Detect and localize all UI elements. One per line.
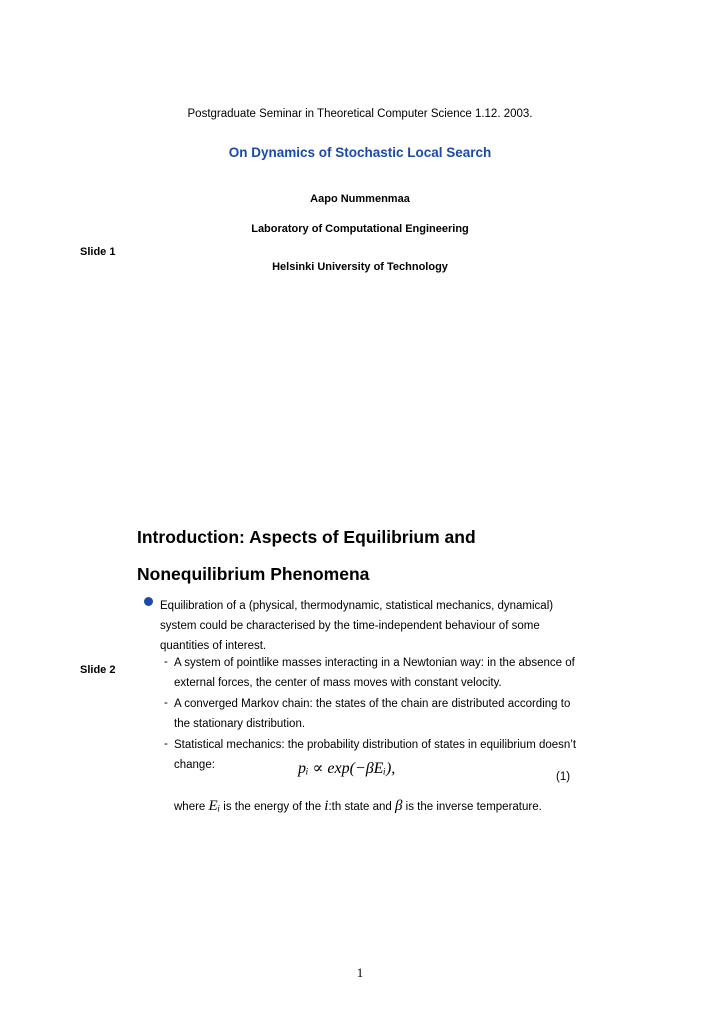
seminar-header: Postgraduate Seminar in Theoretical Computer Science 1.12. 2003. — [187, 108, 533, 120]
laboratory-name: Laboratory of Computational Engineering — [251, 223, 469, 235]
math-beta: β — [394, 798, 403, 814]
dash-marker: - — [164, 656, 168, 668]
bullet-dot-icon — [144, 597, 153, 606]
university-name: Helsinki University of Technology — [272, 261, 448, 273]
dash-marker: - — [164, 738, 168, 750]
dash-marker: - — [164, 697, 168, 709]
where-text: where — [174, 801, 206, 813]
where-text: is the energy of the — [223, 801, 322, 813]
sub-item-statmech: Statistical mechanics: the probability distribution of states in equilibrium doesn’t change: — [174, 739, 577, 771]
slide2-title — [137, 521, 577, 591]
slide2-label: Slide 2 — [80, 664, 116, 676]
equation-number: (1) — [556, 771, 571, 783]
where-text: :th state and — [328, 801, 392, 813]
math-energy: Eᵢ — [208, 798, 221, 814]
page-number: 1 — [356, 965, 364, 980]
where-text: is the inverse temperature. — [405, 801, 542, 813]
slide1-title: On Dynamics of Stochastic Local Search — [228, 145, 492, 160]
bullet-paragraph: Equilibration of a (physical, thermodynamic, statistical mechanics, dynamical) system could be characterised by the time-independent behaviour of some quantities of interest. — [160, 600, 554, 652]
equation: pᵢ ∝ exp(−βEᵢ), — [298, 760, 396, 777]
math-index: i — [324, 798, 329, 814]
slide2-title-line1: Introduction: Aspects of Equilibrium and — [137, 527, 476, 547]
sub-item-markov: A converged Markov chain: the states of the chain are distributed according to the stationary distribution. — [174, 698, 571, 730]
author-name: Aapo Nummenmaa — [310, 193, 410, 205]
where-sentence — [174, 798, 542, 815]
sub-item-newtonian: A system of pointlike masses interacting in a Newtonian way: in the absence of external forces, the center of mass moves with constant velocity. — [174, 657, 575, 689]
slide1-label: Slide 1 — [80, 246, 116, 258]
slide2-title-line2: Nonequilibrium Phenomena — [137, 564, 370, 584]
